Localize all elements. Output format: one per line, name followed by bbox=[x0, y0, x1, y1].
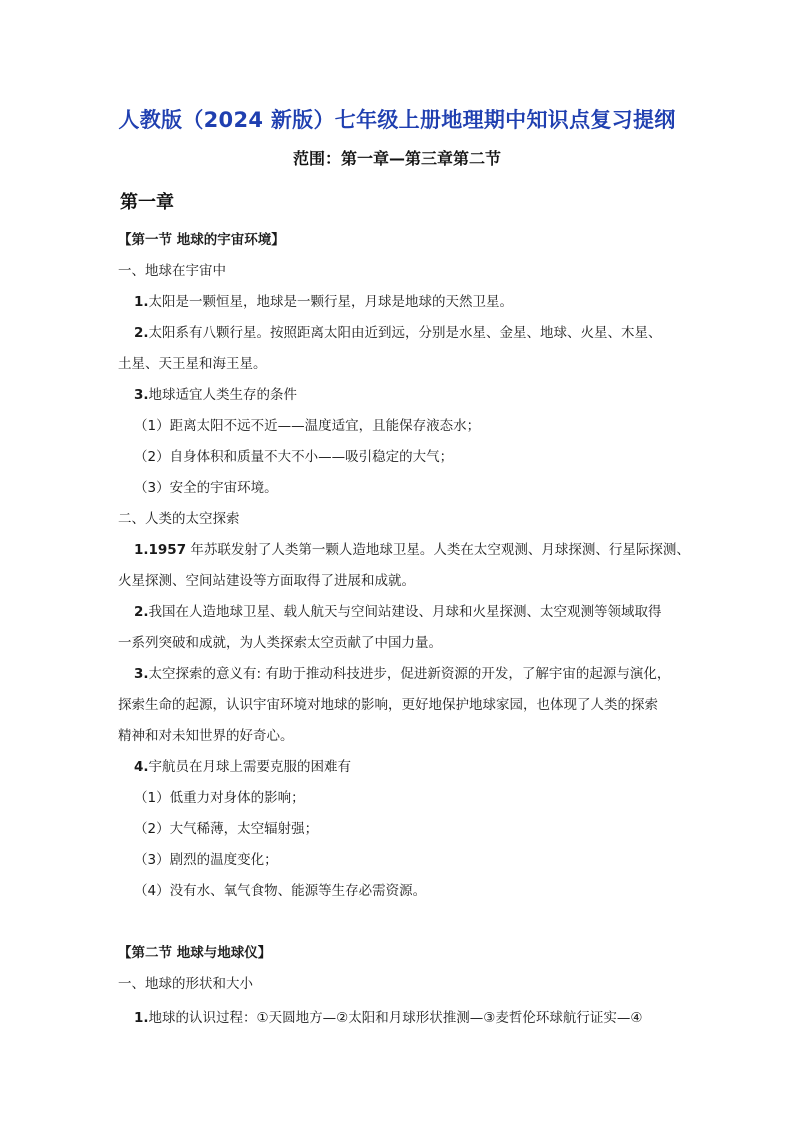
list-item: 4.宇航员在月球上需要克服的困难有 bbox=[134, 759, 352, 775]
sub-item: （2）自身体积和质量不大不小——吸引稳定的大气； bbox=[134, 449, 454, 465]
part-heading: 一、地球在宇宙中 bbox=[118, 263, 226, 279]
part-heading: 一、地球的形状和大小 bbox=[118, 976, 253, 992]
sub-item: （1）距离太阳不远不近——温度适宜，且能保存液态水； bbox=[134, 418, 481, 434]
list-item: 1.1957 年苏联发射了人类第一颗人造地球卫星。人类在太空观测、月球探测、行星际探测、 bbox=[134, 542, 690, 558]
list-item: 3.地球适宜人类生存的条件 bbox=[134, 387, 298, 403]
list-item-continuation: 一系列突破和成就，为人类探索太空贡献了中国力量。 bbox=[118, 635, 442, 651]
chapter-heading: 第一章 bbox=[120, 192, 174, 213]
sub-item: （3）安全的宇宙环境。 bbox=[134, 480, 278, 496]
section-heading: 【第一节 地球的宇宙环境】 bbox=[118, 232, 285, 248]
list-item: 1.太阳是一颗恒星，地球是一颗行星，月球是地球的天然卫星。 bbox=[134, 294, 514, 310]
doc-title: 人教版（2024 新版）七年级上册地理期中知识点复习提纲 bbox=[118, 108, 676, 132]
list-item-continuation: 火星探测、空间站建设等方面取得了进展和成就。 bbox=[118, 573, 415, 589]
sub-item: （3）剧烈的温度变化； bbox=[134, 852, 278, 868]
sub-item: （4）没有水、氧气食物、能源等生存必需资源。 bbox=[134, 883, 427, 899]
section-heading: 【第二节 地球与地球仪】 bbox=[118, 945, 272, 961]
sub-item: （1）低重力对身体的影响； bbox=[134, 790, 305, 806]
list-item: 2.我国在人造地球卫星、载人航天与空间站建设、月球和火星探测、太空观测等领域取得 bbox=[134, 604, 662, 620]
list-item: 3.太空探索的意义有: 有助于推动科技进步，促进新资源的开发，了解宇宙的起源与演化， bbox=[134, 666, 671, 682]
list-item: 2.太阳系有八颗行星。按照距离太阳由近到远，分别是水星、金星、地球、火星、木星、 bbox=[134, 325, 662, 341]
list-item: 1.地球的认识过程：①天圆地方—②太阳和月球形状推测—③麦哲伦环球航行证实—④ bbox=[134, 1010, 643, 1026]
part-heading: 二、人类的太空探索 bbox=[118, 511, 240, 527]
list-item-continuation: 探索生命的起源，认识宇宙环境对地球的影响，更好地保护地球家园，也体现了人类的探索 bbox=[118, 697, 658, 713]
sub-item: （2）大气稀薄，太空辐射强； bbox=[134, 821, 319, 837]
list-item-continuation: 土星、天王星和海王星。 bbox=[118, 356, 267, 372]
list-item-continuation: 精神和对未知世界的好奇心。 bbox=[118, 728, 294, 744]
doc-subtitle: 范围：第一章—第三章第二节 bbox=[292, 149, 501, 168]
